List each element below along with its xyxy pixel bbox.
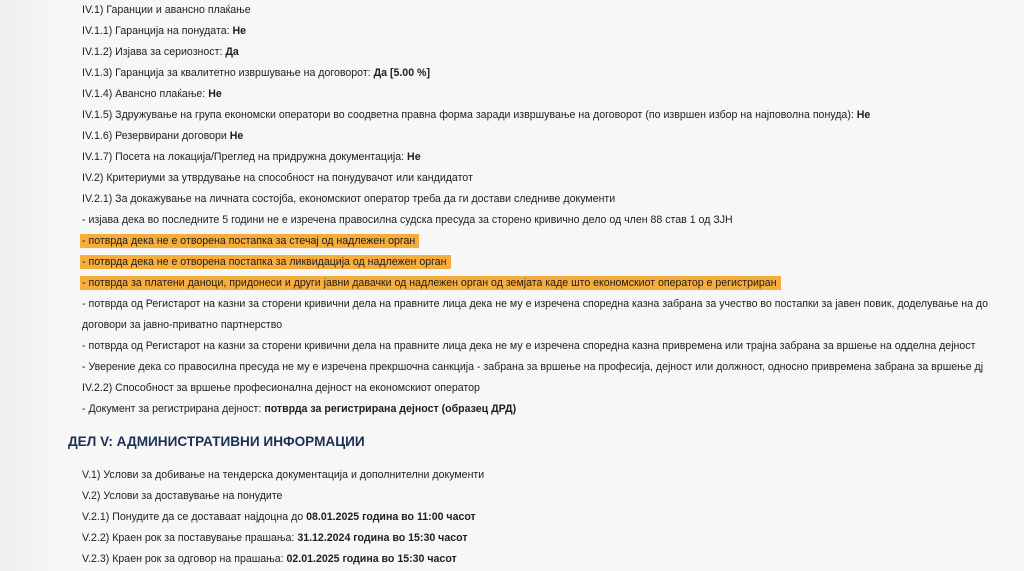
line-v-2-1: V.2.1) Понудите да се доставаат најдоцна до 08.01.2025 година во 11:00 часот — [82, 511, 476, 523]
line-registry-activity-ban: - потврда од Регистарот на казни за сторени кривични дела на правните лица дека не му е изречена споредна казна привремена или трајна забрана за вршење на одделна дејност — [82, 340, 976, 352]
highlight-bankruptcy: - потврда дека не е отворена постапка за стечај од надлежен орган — [80, 234, 419, 248]
line-ppp-contracts: договори за јавно-приватно партнерство — [82, 319, 283, 331]
line-iv-1-2: IV.1.2) Изјава за сериозност: Да — [82, 46, 239, 58]
line-certificate-misdemeanor: - Уверение дека со правосилна пресуда не му е изречена прекршочна санкција - забрана за вршење на професија, дејност или должност, односно привремена забрана за вршење дј — [82, 361, 984, 373]
line-iv-2-1: IV.2.1) За докажување на личната состојба, економскиот оператор треба да ги достави следниве документи — [82, 193, 616, 205]
line-taxes-confirmation — [80, 276, 781, 290]
line-v-2-2: V.2.2) Краен рок за поставување прашања: 31.12.2024 година во 15:30 часот — [82, 532, 468, 544]
line-iv-1-4: IV.1.4) Авансно плаќање: Не — [82, 88, 222, 100]
line-v-2: V.2) Услови за доставување на понудите — [82, 490, 283, 502]
line-registered-activity-document: - Документ за регистрирана дејност: потврда за регистрирана дејност (образец ДРД) — [82, 403, 517, 415]
line-iv-1: IV.1) Гаранции и авансно плаќање — [82, 4, 251, 16]
line-iv-2-2: IV.2.2) Способност за вршење професионална дејност на економскиот оператор — [82, 382, 480, 394]
line-v-2-3: V.2.3) Краен рок за одговор на прашања: 02.01.2025 година во 15:30 часот — [82, 553, 457, 565]
line-liquidation-confirmation — [80, 255, 451, 269]
line-iv-1-5: IV.1.5) Здружување на група економски оператори во соодветна правна форма заради извршување на договорот (по извршен избор на најповолна понуда): Не — [82, 109, 871, 121]
line-v-1: V.1) Услови за добивање на тендерска документација и дополнителни документи — [82, 469, 485, 481]
line-iv-2: IV.2) Критериуми за утврдување на способност на понудувачот или кандидатот — [82, 172, 473, 184]
line-iv-1-6: IV.1.6) Резервирани договори Не — [82, 130, 244, 142]
line-registry-public-call: - потврда од Регистарот на казни за сторени кривични дела на правните лица дека не му е изречена споредна казна забрана за учество во постапки за јавен повик, доделување на до — [82, 298, 989, 310]
line-bankruptcy-confirmation — [80, 234, 419, 248]
line-iv-1-3: IV.1.3) Гаранција за квалитетно извршување на договорот: Да [5.00 %] — [82, 67, 430, 79]
line-iv-1-1: IV.1.1) Гаранција на понудата: Не — [82, 25, 247, 37]
left-margin-shade — [0, 0, 60, 571]
highlight-liquidation: - потврда дека не е отворена постапка за ликвидација од надлежен орган — [80, 255, 451, 269]
section-v-title: ДЕЛ V: АДМИНИСТРАТИВНИ ИНФОРМАЦИИ — [68, 434, 365, 449]
highlight-taxes: - потврда за платени даноци, придонеси и други јавни давачки од надлежен орган од земјата каде што економскиот оператор е регистриран — [80, 276, 781, 290]
line-statement-5-years: - изјава дека во последните 5 години не е изречена правосилна судска пресуда за сторено кривично дело од член 88 став 1 од ЗЈН — [82, 214, 733, 226]
line-iv-1-7: IV.1.7) Посета на локација/Преглед на придружна документација: Не — [82, 151, 421, 163]
